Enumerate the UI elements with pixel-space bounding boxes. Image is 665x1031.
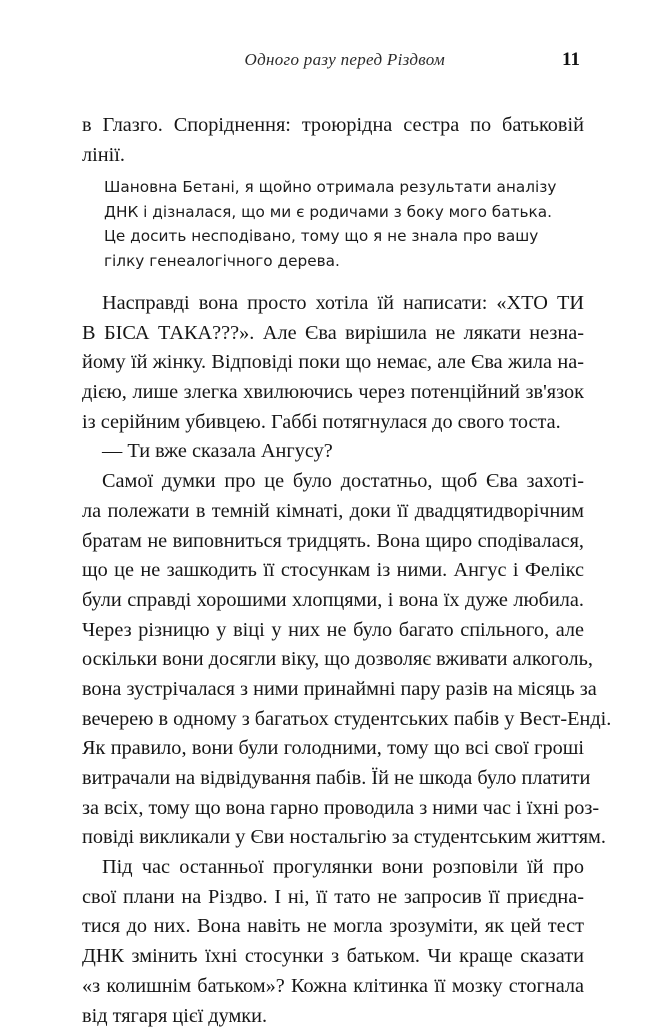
text-line: братам не виповниться тридцять. Вона щиро сподівалася, <box>82 527 584 557</box>
text-line: за всіх, тому що вона гарно проводила з ними час і їхні роз- <box>82 794 584 824</box>
running-title: Одного разу перед Різдвом <box>245 50 446 70</box>
quote-line: ДНК і дізналася, що ми є родичами з боку мого батька. <box>104 200 564 225</box>
quote-line: Шановна Бетані, я щойно отримала результати аналізу <box>104 175 564 200</box>
dna-message-quote <box>104 175 564 274</box>
text-line: лінії. <box>82 141 584 171</box>
page-number: 11 <box>562 49 580 71</box>
text-line: витрачали на відвідування пабів. Їй не шкода було платити <box>82 764 584 794</box>
text-line: повіді викликали у Єви ностальгію за студентським життям. <box>82 823 584 853</box>
text-line: В БІСА ТАКА???». Але Єва вирішила не лякати незна- <box>82 319 584 349</box>
text-line: тися до них. Вона навіть не могла зрозуміти, як цей тест <box>82 912 584 942</box>
text-line: в Глазго. Споріднення: троюрідна сестра по батьковій <box>82 111 584 141</box>
text-line: Самої думки про це було достатньо, щоб Єва захоті- <box>82 467 584 497</box>
text-line: «з колишнім батьком»? Кожна клітинка її мозку стогнала <box>82 972 584 1002</box>
running-header <box>0 50 580 72</box>
text-line: від тягаря цієї думки. <box>82 1002 584 1031</box>
text-line: Насправді вона просто хотіла їй написати: «ХТО ТИ <box>82 289 584 319</box>
text-line: Через різницю у віці у них не було багато спільного, але <box>82 616 584 646</box>
main-text <box>82 289 584 1031</box>
text-line: Під час останньої прогулянки вони розповіли їй про <box>82 853 584 883</box>
text-line: оскільки вони досягли віку, що дозволяє вживати алкоголь, <box>82 645 584 675</box>
dialogue-line: — Ти вже сказала Ангусу? <box>82 437 584 467</box>
text-line: що це не зашкодить її стосункам із ними. Ангус і Фелікс <box>82 556 584 586</box>
text-line: вечерею в одному з багатьох студентських пабів у Вест-Енді. <box>82 705 584 735</box>
text-line: із серійним убивцею. Габбі потягнулася до свого тоста. <box>82 408 584 438</box>
text-line: свої плани на Різдво. І ні, її тато не запросив її приєдна- <box>82 883 584 913</box>
quote-line: гілку генеалогічного дерева. <box>104 249 564 274</box>
text-line: Як правило, вони були голодними, тому що всі свої гроші <box>82 734 584 764</box>
quote-line: Це досить несподівано, тому що я не знала про вашу <box>104 224 564 249</box>
text-line: ла полежати в темній кімнаті, доки її двадцятидворічним <box>82 497 584 527</box>
text-line: були справді хорошими хлопцями, і вона їх дуже любила. <box>82 586 584 616</box>
text-line: ДНК змінить їхні стосунки з батьком. Чи краще сказати <box>82 942 584 972</box>
intro-paragraph <box>82 111 584 170</box>
text-line: вона зустрічалася з ними принаймні пару разів на місяць за <box>82 675 584 705</box>
text-line: йому їй жінку. Відповіді поки що немає, але Єва жила на- <box>82 348 584 378</box>
text-line: дією, лише злегка хвилюючись через потенційний зв'язок <box>82 378 584 408</box>
